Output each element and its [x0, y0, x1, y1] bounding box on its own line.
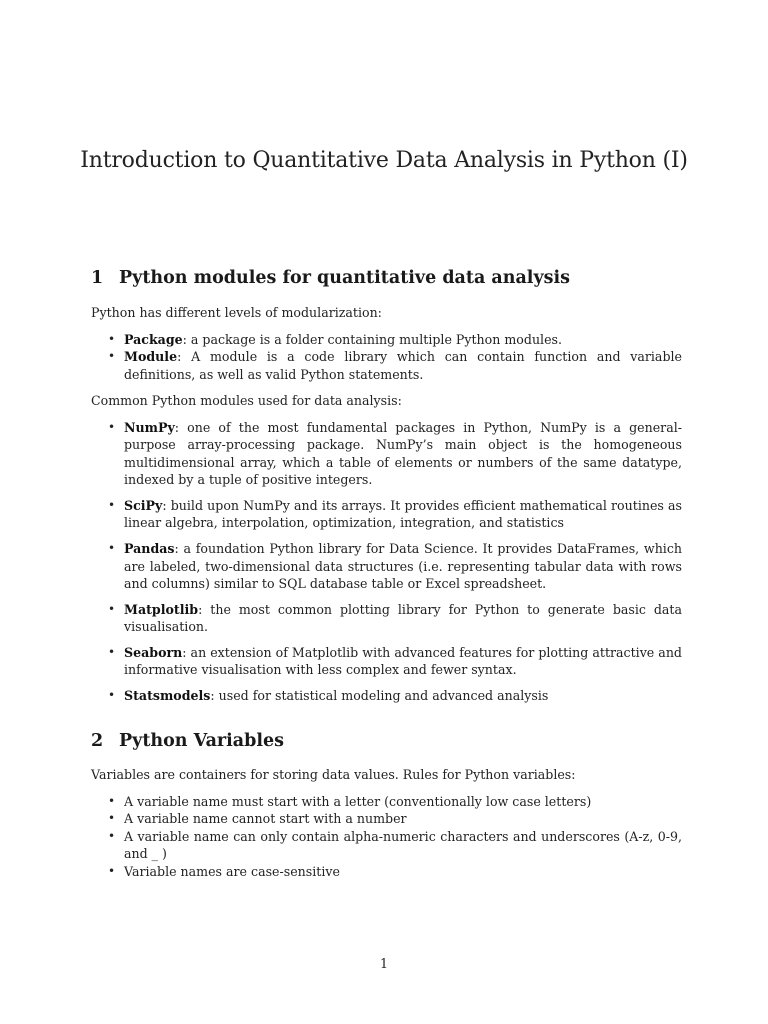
- list-item-numpy: [106, 419, 682, 489]
- term-matplotlib: Matplotlib: [124, 601, 199, 617]
- list-item-package: [106, 331, 682, 348]
- section-2-title: Python Variables: [119, 731, 285, 751]
- term-module: Module: [124, 349, 178, 365]
- common-modules-list: [106, 419, 682, 713]
- section-2-number: 2: [91, 731, 104, 751]
- list-item-scipy: [106, 497, 682, 532]
- modularization-list: [106, 331, 682, 383]
- section-1-title: Python modules for quantitative data analysis: [119, 268, 570, 288]
- section-1-number: 1: [91, 268, 104, 288]
- section-1-intro: Python has different levels of modularization:: [91, 305, 382, 320]
- desc-package: : a package is a folder containing multiple Python modules.: [182, 332, 562, 347]
- desc-seaborn: : an extension of Matplotlib with advanced features for plotting attractive and informative visualisation with less complex and fewer syntax.: [124, 645, 682, 678]
- desc-scipy: : build upon NumPy and its arrays. It provides efficient mathematical routines as linear algebra, interpolation, optimization, integration, and statistics: [124, 498, 682, 531]
- rule-item-4: • Variable names are case-sensitive: [106, 863, 682, 880]
- section-2-intro: Variables are containers for storing data values. Rules for Python variables:: [91, 767, 576, 782]
- desc-module: : A module is a code library which can contain function and variable definitions, as well as valid Python statements.: [124, 349, 682, 382]
- term-seaborn: Seaborn: [124, 645, 183, 661]
- rule-item-1: • A variable name must start with a letter (conventionally low case letters): [106, 793, 682, 810]
- section-2-heading: [91, 731, 284, 751]
- term-pandas: Pandas: [124, 541, 175, 557]
- list-item-module: [106, 348, 682, 383]
- list-item-seaborn: [106, 644, 682, 679]
- term-statsmodels: Statsmodels: [124, 688, 211, 704]
- list-item-matplotlib: [106, 601, 682, 636]
- document-title: Introduction to Quantitative Data Analysis in Python (I): [80, 148, 688, 173]
- term-package: Package: [124, 332, 183, 347]
- desc-pandas: : a foundation Python library for Data Science. It provides DataFrames, which are labeled, two-dimensional data structures (i.e. representing tabular data with rows and columns) similar to SQL database table or Excel spreadsheet.: [124, 541, 682, 592]
- common-modules-intro: Common Python modules used for data analysis:: [91, 393, 402, 408]
- section-1-heading: [91, 268, 570, 288]
- desc-statsmodels: : used for statistical modeling and advanced analysis: [210, 688, 549, 704]
- list-item-statsmodels: [106, 687, 682, 704]
- rule-item-2: • A variable name cannot start with a number: [106, 810, 682, 827]
- page-number: 1: [379, 956, 388, 971]
- desc-matplotlib: : the most common plotting library for Python to generate basic data visualisation.: [124, 601, 682, 635]
- variable-rules-list: [106, 793, 682, 880]
- list-item-pandas: [106, 540, 682, 592]
- rule-item-3: • A variable name can only contain alpha-numeric characters and underscores (A-z, 0-9, and _ ): [106, 828, 682, 863]
- desc-numpy: : one of the most fundamental packages in Python, NumPy is a general-purpose array-processing package. NumPy’s main object is the homogeneous multidimensional array, which a table of elements or numbers of the same datatype, indexed by a tuple of positive integers.: [124, 420, 682, 488]
- term-scipy: SciPy: [124, 498, 163, 514]
- term-numpy: NumPy: [124, 420, 175, 435]
